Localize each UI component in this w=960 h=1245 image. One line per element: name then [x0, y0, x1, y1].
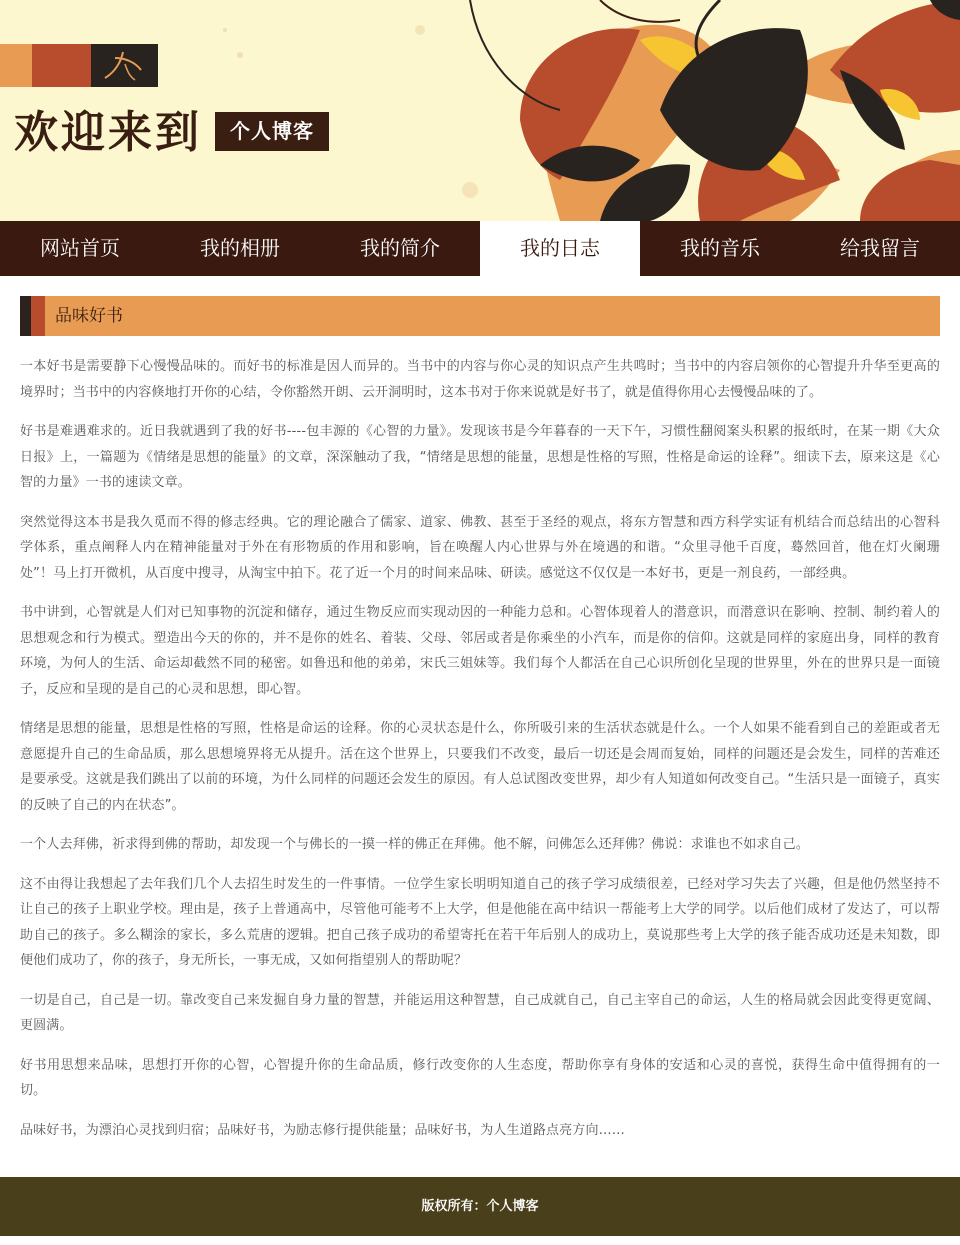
article-paragraph: 一个人去拜佛，祈求得到佛的帮助，却发现一个与佛长的一摸一样的佛正在拜佛。他不解，问佛怎么还拜佛？佛说：求谁也不如求自己。	[20, 837, 810, 852]
swatch-rust	[32, 44, 91, 87]
swatch-orange	[0, 44, 32, 87]
section-title: 品味好书	[55, 306, 123, 326]
section-heading	[20, 296, 940, 336]
article-paragraph: 一切是自己，自己是一切。靠改变自己来发掘自身力量的智慧，并能运用这种智慧，自己成就自己，自己主宰自己的命运，人生的格局就会因此变得更宽阔、更圆满。	[20, 992, 940, 1033]
article-paragraph: 书中讲到，心智就是人们对已知事物的沉淀和储存，通过生物反应而实现动因的一种能力总和。心智体现着人的潜意识，而潜意识在影响、控制、制约着人的思想观念和行为模式。塑造出今天的你的，并不是你的姓名、着装、父母、邻居或者是你乘坐的小汽车，而是你的信仰。这就是同样的家庭出身，同样的教育环境，为何人的生活、命运却截然不同的秘密。如鲁迅和他的弟弟，宋氏三姐妹等。我们每个人都活在自己心识所创化呈现的世界里，外在的世界只是一面镜子，反应和呈现的是自己的心灵和思想，即心智。	[20, 605, 940, 697]
welcome-heading: 欢迎来到	[14, 107, 202, 158]
article-body	[20, 354, 940, 1143]
nav-item-guestbook[interactable]: 给我留言	[840, 236, 920, 260]
logo-icon	[101, 48, 147, 83]
footer	[0, 1177, 960, 1236]
article-paragraph: 好书用思想来品味，思想打开你的心智，心智提升你的生命品质，修行改变你的人生态度，帮助你享有身体的安适和心灵的喜悦，获得生命中值得拥有的一切。	[20, 1057, 940, 1098]
nav-item-album[interactable]: 我的相册	[200, 236, 280, 260]
nav-item-profile[interactable]: 我的简介	[360, 236, 440, 260]
article-paragraph: 这不由得让我想起了去年我们几个人去招生时发生的一件事情。一位学生家长明明知道自己的孩子学习成绩很差，已经对学习失去了兴趣，但是他仍然坚持不让自己的孩子上职业学校。理由是，孩子上普通高中，尽管他可能考不上大学，但是他能在高中结识一帮能考上大学的同学。以后他们成材了发达了，可以帮助自己的孩子。多么糊涂的家长，多么荒唐的逻辑。把自己孩子成功的希望寄托在若干年后别人的成功上，莫说那些考上大学的孩子能否成功还是未知数，即便他们成功了，你的孩子，身无所长，一事无成，又如何指望别人的帮助呢？	[20, 876, 940, 968]
color-swatches	[0, 44, 158, 87]
heading-accent-dark	[20, 296, 31, 336]
article-paragraph: 品味好书，为漂泊心灵找到归宿；品味好书，为励志修行提供能量；品味好书，为人生道路点亮方向……	[20, 1122, 625, 1138]
main-content	[0, 276, 960, 1167]
nav-item-journal[interactable]: 我的日志	[480, 221, 640, 276]
nav-item-music[interactable]: 我的音乐	[680, 236, 760, 260]
heading-accent-rust	[31, 296, 45, 336]
main-nav	[0, 221, 960, 276]
blog-name-badge: 个人博客	[215, 112, 329, 151]
article-paragraph: 一本好书是需要静下心慢慢品味的。而好书的标准是因人而异的。当书中的内容与你心灵的知识点产生共鸣时；当书中的内容启领你的心智提升升华至更高的境界时；当书中的内容倏地打开你的心结，令你豁然开朗、云开洞明时，这本书对于你来说就是好书了，就是值得你用心去慢慢品味的了。	[20, 359, 940, 400]
nav-item-home[interactable]: 网站首页	[40, 236, 120, 260]
article-paragraph: 突然觉得这本书是我久觅而不得的修志经典。它的理论融合了儒家、道家、佛教、甚至于圣经的观点，将东方智慧和西方科学实证有机结合而总结出的心智科学体系，重点阐释人内在精神能量对于外在有形物质的作用和影响，旨在唤醒人内心世界与外在境遇的和谐。“众里寻他千百度，蓦然回首，他在灯火阑珊处”！马上打开微机，从百度中搜寻，从淘宝中拍下。花了近一个月的时间来品味、研读。感觉这不仅仅是一本好书，更是一剂良药，一部经典。	[20, 514, 940, 581]
article-paragraph: 好书是难遇难求的。近日我就遇到了我的好书----包丰源的《心智的力量》。发现该书是今年暮春的一天下午，习惯性翻阅案头积累的报纸时，在某一期《大众日报》上，一篇题为《情绪是思想的能量》的文章，深深触动了我，“情绪是思想的能量，思想是性格的写照，性格是命运的诠释”。细读下去，原来这是《心智的力量》一书的速读文章。	[20, 424, 940, 490]
header-banner	[0, 0, 960, 221]
article-paragraph: 情绪是思想的能量，思想是性格的写照，性格是命运的诠释。你的心灵状态是什么，你所吸引来的生活状态就是什么。一个人如果不能看到自己的差距或者无意愿提升自己的生命品质，那么思想境界将无从提升。活在这个世界上，只要我们不改变，最后一切还是会周而复始，同样的问题还是会发生，同样的苦难还是要承受。这就是我们跳出了以前的环境，为什么同样的问题还会发生的原因。有人总试图改变世界，却少有人知道如何改变自己。“生活只是一面镜子，真实的反映了自己的内在状态”。	[20, 721, 940, 813]
logo-mark	[91, 44, 158, 87]
copyright-text: 版权所有：个人博客	[421, 1199, 539, 1214]
